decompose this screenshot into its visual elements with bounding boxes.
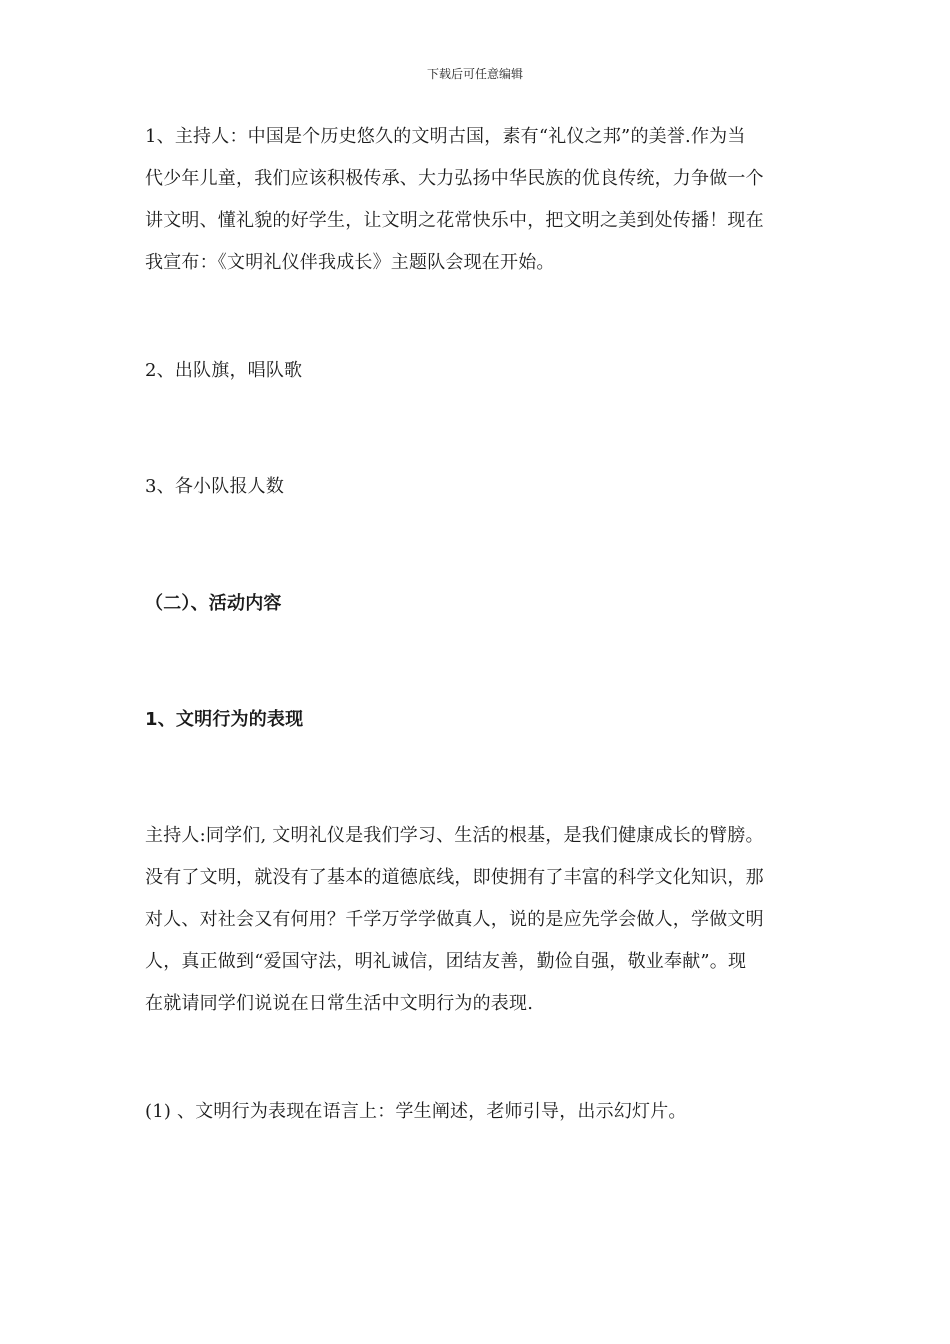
host-paragraph — [145, 815, 805, 1025]
paragraph-line: 在就请同学们说说在日常生活中文明行为的表现. — [145, 993, 534, 1014]
paragraph-line: 讲文明、懂礼貌的好学生，让文明之花常快乐中，把文明之美到处传播！现在 — [145, 210, 764, 231]
section-heading: （二）、活动内容 — [145, 593, 282, 614]
page-header-note: 下载后可任意编辑 — [426, 67, 523, 81]
list-item-flag-song: 2、出队旗，唱队歌 — [145, 360, 303, 381]
list-item-language-behavior: (1) 、文明行为表现在语言上：学生阐述，老师引导，出示幻灯片。 — [145, 1101, 687, 1122]
opening-paragraph — [145, 116, 805, 284]
list-item-roll-call: 3、各小队报人数 — [145, 476, 285, 497]
paragraph-line: 1、主持人：中国是个历史悠久的文明古国，素有“礼仪之邦”的美誉.作为当 — [145, 126, 746, 147]
paragraph-line: 对人、对社会又有何用？千学万学学做真人，说的是应先学会做人，学做文明 — [145, 909, 764, 930]
paragraph-line: 主持人:同学们, 文明礼仪是我们学习、生活的根基，是我们健康成长的臂膀。 — [145, 825, 764, 846]
paragraph-line: 没有了文明，就没有了基本的道德底线，即使拥有了丰富的科学文化知识，那 — [145, 867, 764, 888]
paragraph-line: 人，真正做到“爱国守法，明礼诚信，团结友善，勤俭自强，敬业奉献”。现 — [145, 951, 747, 972]
paragraph-line: 我宣布：《文明礼仪伴我成长》主题队会现在开始。 — [145, 252, 555, 273]
subsection-heading: 1、文明行为的表现 — [145, 709, 304, 730]
paragraph-line: 代少年儿童，我们应该积极传承、大力弘扬中华民族的优良传统，力争做一个 — [145, 168, 764, 189]
